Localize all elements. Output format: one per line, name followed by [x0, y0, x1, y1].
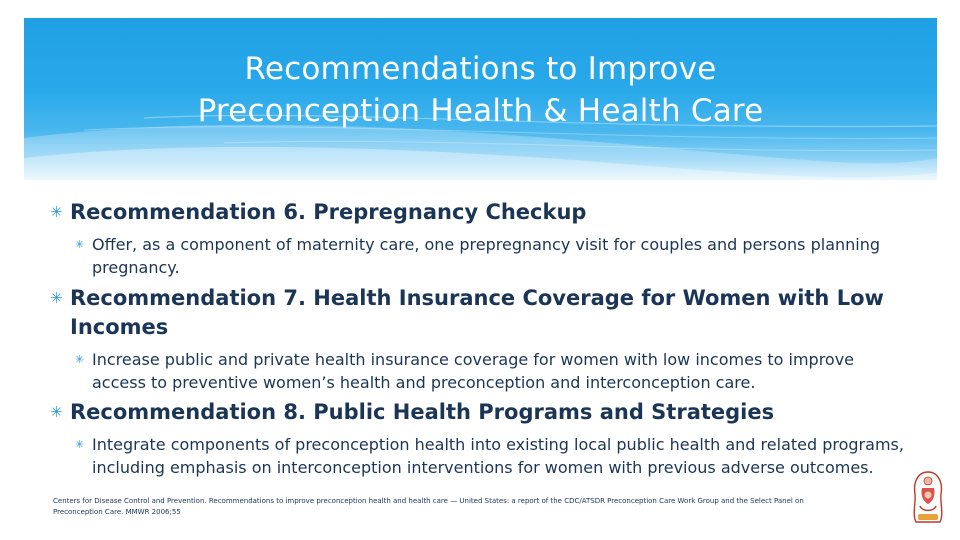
recommendation-6-detail: [75, 233, 922, 279]
bullet-icon: ✳: [50, 289, 63, 307]
recommendation-8-heading: [50, 398, 920, 427]
heading-text: Recommendation 6. Prepregnancy Checkup: [70, 200, 587, 224]
bullet-icon: ✳: [75, 438, 85, 451]
bullet-icon: ✳: [50, 403, 63, 421]
detail-text: Offer, as a component of maternity care, one prepregnancy visit for couples and persons planning pregnancy.: [92, 235, 881, 277]
bullet-icon: ✳: [75, 353, 85, 366]
slide-title: Recommendations to Improve Preconception Health & Health Care: [197, 51, 764, 129]
recommendation-7-heading: [50, 284, 920, 342]
citation-footer: Centers for Disease Control and Prevention. Recommendations to improve preconception health and health care — United States: a report of the CDC/ATSDR Preconception Care Work Group and the Select Panel on Preconception Care. MMWR 2006;55: [53, 497, 804, 516]
emblem-logo-icon: [908, 468, 948, 528]
bullet-icon: ✳: [50, 203, 63, 221]
recommendation-6-heading: [50, 198, 920, 227]
detail-text: Increase public and private health insurance coverage for women with low incomes to improve access to preventive women’s health and preconception and interconception care.: [92, 350, 855, 392]
recommendation-7-detail: [75, 348, 902, 394]
heading-text: Recommendation 7. Health Insurance Coverage for Women with Low Incomes: [70, 286, 884, 339]
recommendation-8-detail: [75, 433, 914, 479]
detail-text: Integrate components of preconception health into existing local public health and related programs, including emphasis on interconception interventions for women with previous adverse outcomes.: [92, 435, 904, 477]
bullet-icon: ✳: [75, 238, 85, 251]
heading-text: Recommendation 8. Public Health Programs and Strategies: [70, 400, 775, 424]
